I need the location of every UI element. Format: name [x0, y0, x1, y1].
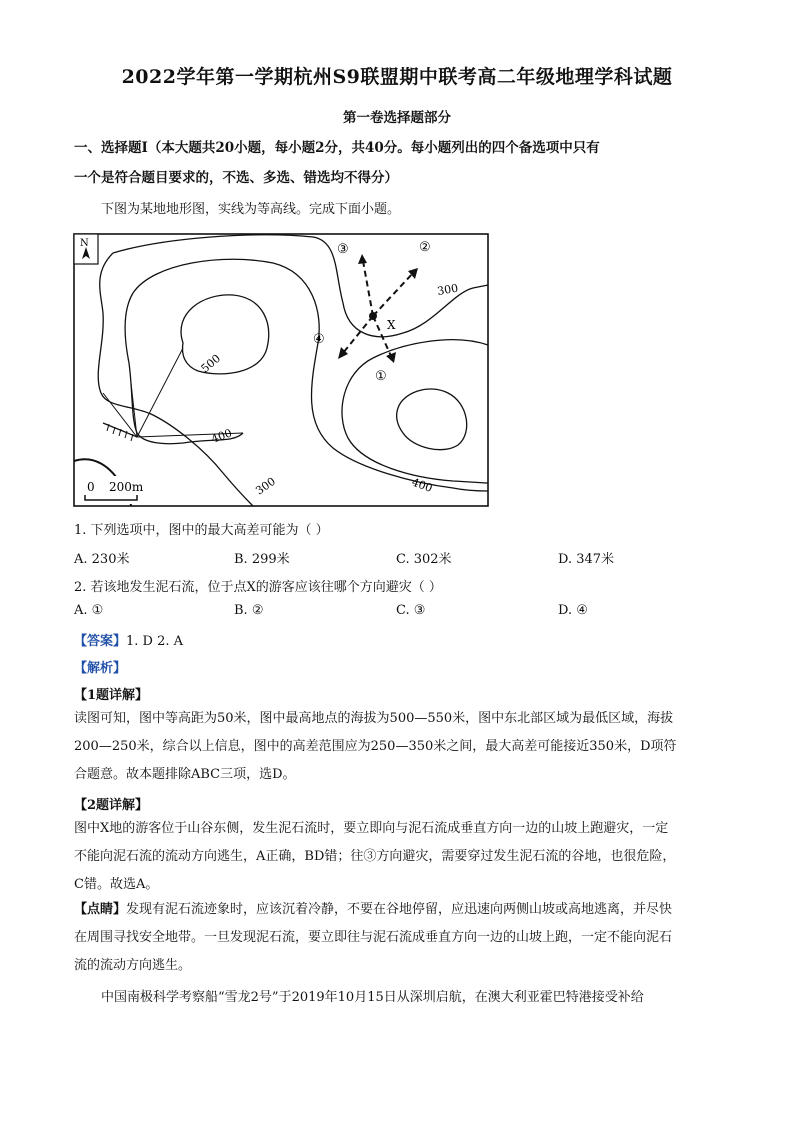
q2-option-b: B. ②: [234, 603, 264, 618]
answer-text: 1. D 2. A: [126, 634, 184, 649]
question-stem: 下图为某地地形图，实线为等高线。完成下面小题。: [101, 202, 401, 217]
answer-tag: 【答案】: [74, 634, 127, 649]
section-title: 第一卷选择题部分: [343, 110, 451, 126]
question-1: 1. 下列选项中，图中的最大高差可能为（ ）: [74, 523, 329, 538]
marker-2: ②: [419, 240, 431, 255]
analysis-line: [74, 657, 734, 676]
detail-1-line: 读图可知，图中等高距为50米，图中最高地点的海拔为500—550米，图中东北部区域为最低区域，海拔: [74, 711, 674, 726]
detail-1-body: [74, 705, 724, 789]
scale-zero: 0: [87, 480, 95, 494]
tips-tag: 【点睛】: [74, 902, 127, 917]
point-x: [369, 312, 377, 320]
detail-1-tag: 【1题详解】: [74, 688, 149, 703]
q2-option-d: D. ④: [558, 603, 588, 618]
q1-option-d: D. 347米: [558, 552, 615, 567]
contour-label: 300: [436, 281, 460, 298]
tips-body: [74, 896, 724, 980]
instructions-line-2: 一个是符合题目要求的，不选、多选、错选均不得分）: [74, 170, 398, 186]
tips-line: 在周围寻找安全地带。一旦发现泥石流，要立即往与泥石流成垂直方向一边的山坡上跑，一定不能向泥石: [74, 930, 673, 945]
answer-line: [74, 630, 734, 649]
q1-option-c: C. 302米: [396, 552, 452, 567]
marker-4: ④: [313, 332, 325, 347]
detail-2-line: 图中X地的游客位于山谷东侧，发生泥石流时，要立即向与泥石流成垂直方向一边的山坡上跑避灾，一定: [74, 821, 669, 836]
tips-line: 流的流动方向逃生。: [74, 958, 192, 973]
scale-label: 200m: [109, 480, 144, 494]
topographic-map: [73, 233, 489, 507]
q2-option-c: C. ③: [396, 603, 426, 618]
tips-line: [74, 896, 724, 924]
next-question-stem: 中国南极科学考察船“雪龙2号”于2019年10月15日从深圳启航，在澳大利亚霍巴特港接受补给: [101, 990, 644, 1005]
detail-2-line: 不能向泥石流的流动方向逃生，A正确，BD错；往③方向避灾，需要穿过发生泥石流的谷地，也很危险，: [74, 849, 676, 864]
detail-2-tag: 【2题详解】: [74, 798, 149, 813]
scale-bar: [75, 476, 147, 504]
tips-line-text: 发现有泥石流迹象时，应该沉着冷静，不要在谷地停留，应迅速向两侧山坡或高地逃离，并尽快: [126, 902, 673, 917]
contour-label: 500: [198, 351, 224, 376]
detail-1-line: 200—250米，综合以上信息，图中的高差范围应为250—350米之间，最大高差可能接近350米，D项符: [74, 739, 677, 754]
question-2: 2. 若该地发生泥石流，位于点X的游客应该往哪个方向避灾（ ）: [74, 580, 442, 595]
map-frame: [74, 234, 488, 506]
point-x-label: X: [387, 318, 396, 332]
instructions-line-1: 一、选择题Ⅰ（本大题共20小题，每小题2分，共40分。每小题列出的四个备选项中只有: [74, 140, 600, 156]
contour-label: 300: [253, 474, 278, 498]
north-label: N: [80, 238, 89, 249]
detail-2-body: [74, 815, 724, 899]
marker-3: ③: [337, 242, 349, 257]
contour-label: 400: [209, 426, 234, 446]
detail-1-line: 合题意。故本题排除ABC三项，选D。: [74, 767, 296, 782]
contour-label: 400: [409, 475, 435, 496]
detail-2-line: C错。故选A。: [74, 877, 159, 892]
q2-option-a: A. ①: [74, 603, 104, 618]
q1-option-b: B. 299米: [234, 552, 290, 567]
marker-1: ①: [375, 369, 387, 384]
analysis-tag: 【解析】: [74, 661, 127, 676]
north-arrow-icon: [74, 234, 98, 264]
page-title: 2022学年第一学期杭州S9联盟期中联考高二年级地理学科试题: [121, 66, 673, 88]
q1-option-a: A. 230米: [74, 552, 130, 567]
